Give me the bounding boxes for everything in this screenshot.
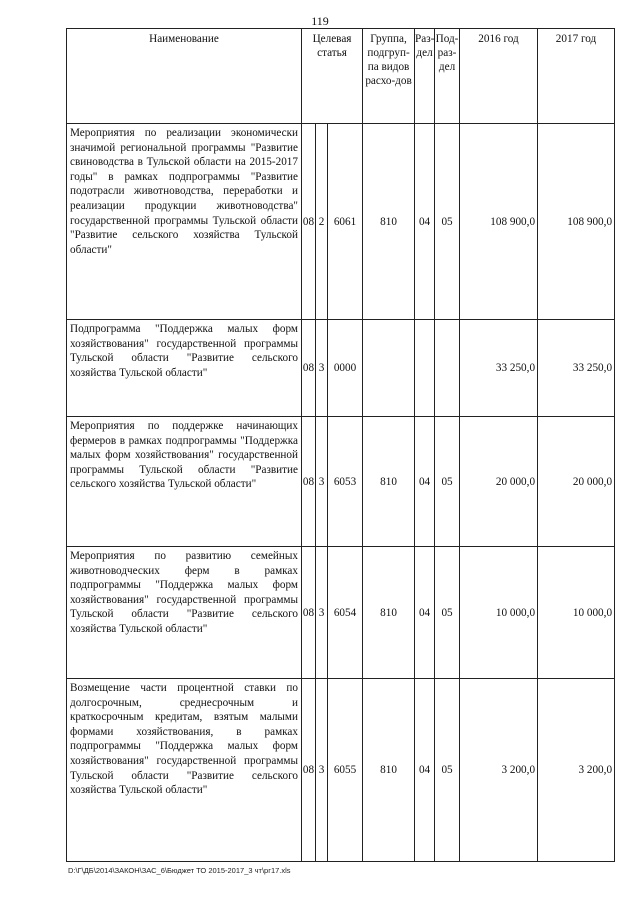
row-name: Мероприятия по развитию семейных животноводческих ферм в рамках подпрограммы "Поддержка малых форм хозяйствования" государственной программы Тульской области "Развитие сельского хозяйства Тульской области" [67,547,302,679]
header-section: Раз-дел [415,29,435,124]
header-name: Наименование [67,29,302,124]
row-name: Возмещение части процентной ставки по долгосрочным, среднесрочным и краткосрочным кредитам, взятым малыми формами хозяйствования, в рамках подпрограммы "Поддержка малых форм хозяйствования" государственной программы Тульской области "Развитие сельского хозяйства Тульской области" [67,679,302,862]
code-subprogram: 3 [316,547,328,679]
code-direction: 6054 [328,547,363,679]
code-program: 08 [302,547,316,679]
header-subsection: Под-раз-дел [435,29,460,124]
subsection-code: 05 [435,679,460,862]
section-code: 04 [415,547,435,679]
code-direction: 6061 [328,124,363,320]
row-name: Мероприятия по реализации экономически значимой региональной программы "Развитие свиноводства в Тульской области на 2015-2017 годы" в рамках подпрограммы "Развитие подотрасли животноводства, переработки и реализации продукции животноводства" государственной программы Тульской области "Развитие сельского хозяйства Тульской области" [67,124,302,320]
group-code: 810 [363,417,415,547]
amount-2016: 10 000,0 [460,547,538,679]
section-code: 04 [415,124,435,320]
table-row [67,320,615,417]
table-row [67,547,615,679]
subsection-code: 05 [435,547,460,679]
header-group: Группа, подгруп-па видов расхо-дов [363,29,415,124]
code-program: 08 [302,124,316,320]
table-row [67,417,615,547]
code-subprogram: 2 [316,124,328,320]
code-program: 08 [302,679,316,862]
table-row [67,679,615,862]
code-subprogram: 3 [316,320,328,417]
amount-2016: 33 250,0 [460,320,538,417]
table-row [67,124,615,320]
group-code [363,320,415,417]
subsection-code: 05 [435,417,460,547]
amount-2016: 3 200,0 [460,679,538,862]
row-name: Мероприятия по поддержке начинающих фермеров в рамках подпрограммы "Поддержка малых форм хозяйствования" государственной программы Тульской области "Развитие сельского хозяйства Тульской области" [67,417,302,547]
subsection-code: 05 [435,124,460,320]
group-code: 810 [363,679,415,862]
code-direction: 6053 [328,417,363,547]
file-path-footer: D:\Г\ДБ\2014\ЗАКОН\ЗАС_6\Бюджет ТО 2015-2017_3 чт\рг17.xls [68,866,291,875]
code-program: 08 [302,320,316,417]
amount-2017: 3 200,0 [538,679,615,862]
section-code [415,320,435,417]
code-subprogram: 3 [316,679,328,862]
subsection-code [435,320,460,417]
amount-2017: 10 000,0 [538,547,615,679]
header-2016: 2016 год [460,29,538,124]
code-subprogram: 3 [316,417,328,547]
section-code: 04 [415,417,435,547]
row-name: Подпрограмма "Поддержка малых форм хозяйствования" государственной программы Тульской области "Развитие сельского хозяйства Тульской области" [67,320,302,417]
header-2017: 2017 год [538,29,615,124]
page-number: 119 [311,14,329,28]
amount-2017: 108 900,0 [538,124,615,320]
amount-2017: 20 000,0 [538,417,615,547]
amount-2016: 20 000,0 [460,417,538,547]
group-code: 810 [363,124,415,320]
header-row [67,29,615,124]
amount-2016: 108 900,0 [460,124,538,320]
section-code: 04 [415,679,435,862]
header-target: Целевая статья [302,29,363,124]
budget-table [66,28,615,862]
code-direction: 0000 [328,320,363,417]
amount-2017: 33 250,0 [538,320,615,417]
group-code: 810 [363,547,415,679]
code-direction: 6055 [328,679,363,862]
code-program: 08 [302,417,316,547]
